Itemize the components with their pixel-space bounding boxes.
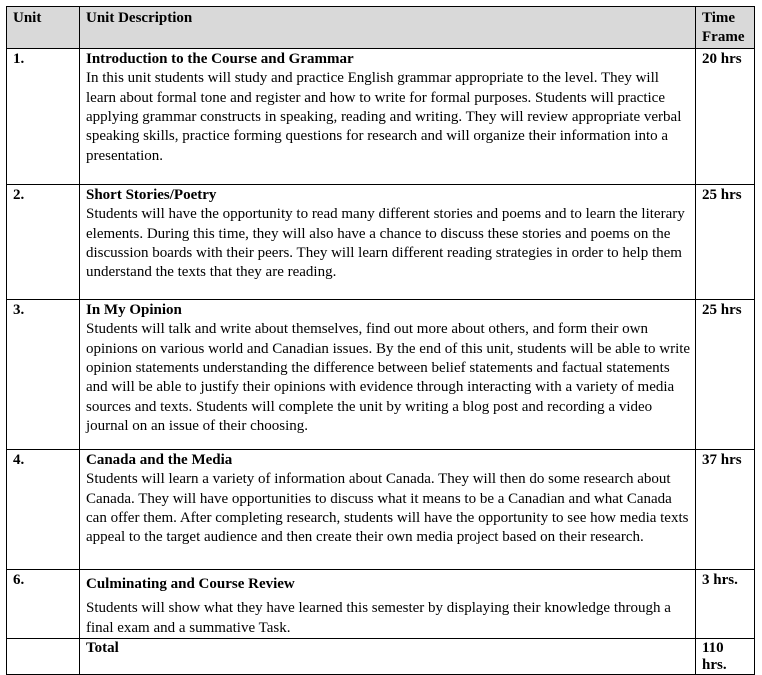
unit-number: 3. (7, 299, 80, 449)
unit-number: 6. (7, 569, 80, 638)
table-row (7, 48, 755, 184)
table-row (7, 569, 755, 638)
total-blank-cell (7, 639, 80, 675)
unit-title: In My Opinion (86, 301, 182, 318)
unit-description: In this unit students will study and practice English grammar appropriate to the level. They will learn about formal tone and register and how to write for formal purposes. Students will practice applying grammar constructs in speaking, reading and writing. They will review appropriate verbal speaking skills, practice forming questions for research and will organize their information into a presentation. (86, 70, 682, 164)
unit-description: Students will show what they have learned this semester by displaying their knowledge through a final exam and a summative Task. (86, 600, 671, 636)
total-row (7, 639, 755, 675)
unit-description: Students will learn a variety of information about Canada. They will then do some research about Canada. They will have opportunities to discuss what it means to be a Canadian and what Canada can offer them. After completing research, students will have the opportunity to see how media texts appeal to the target audience and then create their own media project based on their research. (86, 471, 689, 546)
unit-time: 20 hrs (696, 48, 755, 184)
unit-time: 25 hrs (696, 299, 755, 449)
table-row (7, 299, 755, 449)
unit-description: Students will talk and write about themselves, find out more about others, and form their own opinions on various world and Canadian issues. By the end of this unit, students will be able to write opinion statements understanding the difference between belief statements and factual statements and will be able to justify their opinions with evidence through interacting with a variety of media sources and texts. Students will complete the unit by writing a blog post and recording a video journal on an issue of their choosing. (86, 321, 691, 435)
header-description: Unit Description (80, 7, 696, 49)
unit-description-cell (80, 184, 696, 299)
unit-description-cell (80, 449, 696, 569)
unit-number: 1. (7, 48, 80, 184)
unit-time: 3 hrs. (696, 569, 755, 638)
unit-number: 4. (7, 449, 80, 569)
table-row (7, 184, 755, 299)
header-time-frame: Time Frame (696, 7, 755, 49)
unit-time: 25 hrs (696, 184, 755, 299)
unit-description-cell (80, 569, 696, 638)
header-unit: Unit (7, 7, 80, 49)
total-label: Total (80, 639, 696, 675)
unit-table (6, 6, 755, 675)
unit-title: Introduction to the Course and Grammar (86, 50, 354, 67)
unit-title: Culminating and Course Review (86, 575, 295, 592)
table-row (7, 449, 755, 569)
total-time: 110 hrs. (696, 639, 755, 675)
unit-time: 37 hrs (696, 449, 755, 569)
unit-title: Canada and the Media (86, 451, 233, 468)
table-header-row (7, 7, 755, 49)
unit-number: 2. (7, 184, 80, 299)
unit-description-cell (80, 48, 696, 184)
unit-title: Short Stories/Poetry (86, 186, 217, 203)
unit-description: Students will have the opportunity to read many different stories and poems and to learn the literary elements. During this time, they will also have a chance to discuss these stories and poems on the discussion boards with their peers. They will learn different reading strategies in order to help them understand the texts that they are reading. (86, 206, 685, 281)
unit-description-cell (80, 299, 696, 449)
